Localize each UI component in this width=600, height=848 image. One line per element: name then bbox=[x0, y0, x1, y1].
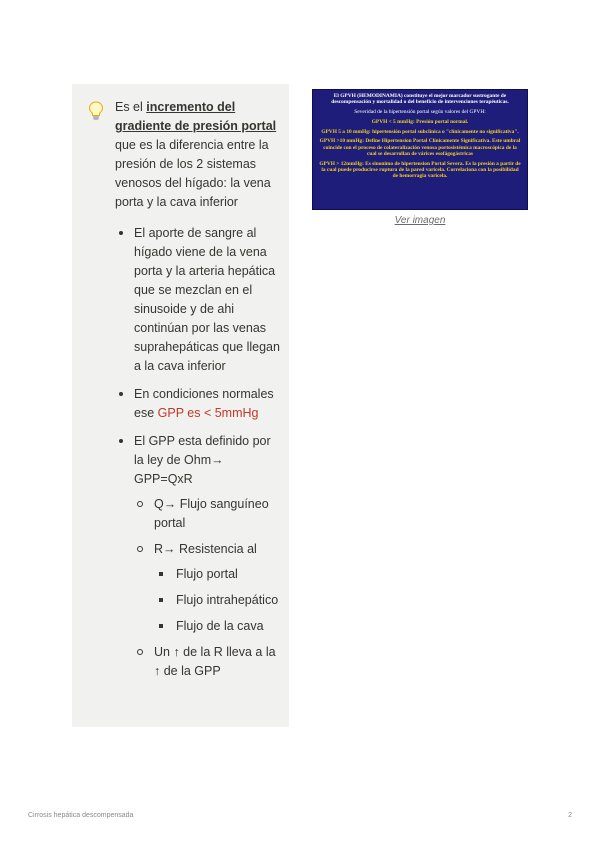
list-item bbox=[115, 224, 280, 376]
bullet-text: El GPP esta definido por la ley de Ohm→ GPP=QxR bbox=[134, 434, 271, 486]
slide-line: Severidad de la hipertensión portal según valores del GPVH: bbox=[354, 109, 486, 116]
lightbulb-icon bbox=[88, 101, 104, 121]
sub-list bbox=[134, 495, 280, 681]
sub-sub-list-item bbox=[154, 617, 280, 636]
callout-content bbox=[115, 98, 280, 690]
sub-list-item bbox=[134, 495, 280, 533]
bullet-text: En condiciones normales ese bbox=[134, 387, 274, 420]
slide-line: GPVH >10 mmHg: Define Hipertension Portal Clínicamente Significativa. Este umbral coincide con el proceso de colateralización venosa portosistémica macroscópica de la cual se desarrollan de várices esofágogástricas bbox=[319, 138, 521, 158]
view-image-link[interactable]: Ver imagen bbox=[394, 215, 446, 226]
intro-prefix: Es el bbox=[115, 100, 147, 114]
page-number: 2 bbox=[568, 812, 572, 819]
sub-list-item bbox=[134, 540, 280, 636]
sub-item-text: Un ↑ de la R lleva a la ↑ de la GPP bbox=[154, 645, 276, 678]
sub-item-text: R→ Resistencia al bbox=[154, 542, 257, 556]
sub-sub-item-text: Flujo de la cava bbox=[176, 619, 264, 633]
sub-sub-list-item bbox=[154, 565, 280, 584]
callout-block bbox=[72, 84, 289, 727]
intro-highlight: incremento del gradiente de presión portal bbox=[115, 100, 277, 133]
list-item bbox=[115, 385, 280, 423]
highlight-text: GPP es < 5mmHg bbox=[157, 406, 259, 420]
slide-line: El GPVH (HEMODINAMIA) constituye el mejor marcador sustrogante de descompensación y mortalidad o del beneficio de intervenciones terapéuticas. bbox=[331, 93, 509, 106]
intro-suffix: que es la diferencia entre la presión de los 2 sistemas venosos del hígado: la vena porta y la cava inferior bbox=[115, 138, 271, 209]
bullet-text: El aporte de sangre al hígado viene de la vena porta y la arteria hepática que se mezclan en el sinusoide y de ahi continúan por las venas suprahepáticas que llegan a la cava inferior bbox=[134, 226, 280, 373]
sub-sub-list-item bbox=[154, 591, 280, 610]
sub-item-text: Q→ Flujo sanguíneo portal bbox=[154, 497, 269, 530]
sub-sub-list bbox=[154, 565, 280, 636]
slide-line: GPVH < 5 mmHg: Presión portal normal. bbox=[371, 118, 469, 125]
sub-sub-item-text: Flujo portal bbox=[176, 567, 238, 581]
bullet-list bbox=[115, 224, 280, 681]
footer-title: Cirrosis hepática descompensada bbox=[28, 812, 134, 819]
list-item bbox=[115, 432, 280, 681]
callout-intro bbox=[115, 98, 280, 212]
sub-list-item bbox=[134, 643, 280, 681]
slide-line: GPVH 5 a 10 mmHg: hipertensión portal subclínica o "clínicamente no significativa". bbox=[321, 128, 519, 135]
slide-image[interactable] bbox=[312, 89, 528, 210]
sub-sub-item-text: Flujo intrahepático bbox=[176, 593, 279, 607]
slide-line: GPVH > 12mmHg: Es sinonimo de hipertension Portal Severa. Es la presión a partir de la cual puede producirse ruptura de la pared varicela. Correlaciona con la posibilidad de hemorragia varicela. bbox=[319, 160, 521, 180]
